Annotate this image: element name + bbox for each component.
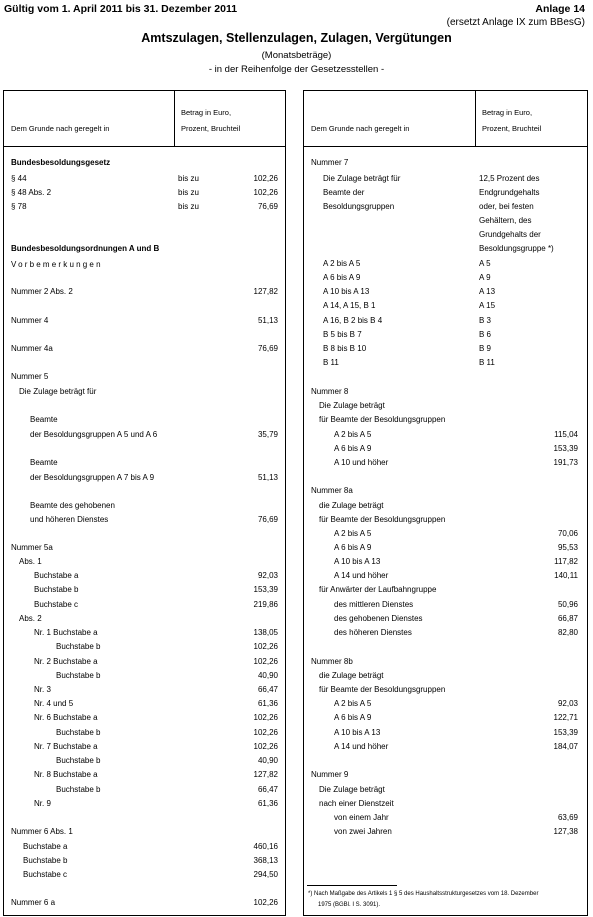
right-row-amount: 95,53 bbox=[557, 543, 578, 552]
right-row-label: Nummer 8a bbox=[311, 486, 353, 495]
left-row-label: § 78 bbox=[11, 202, 27, 211]
right-row-condition: B 3 bbox=[479, 316, 492, 325]
left-row-amount: 102,26 bbox=[253, 642, 278, 651]
left-row-amount: 76,69 bbox=[257, 344, 278, 353]
right-row-amount: 50,96 bbox=[557, 600, 578, 609]
left-row-label: Vorbemerkungen bbox=[11, 260, 103, 269]
left-row-amount: 66,47 bbox=[257, 785, 278, 794]
right-row-label: A 2 bis A 5 bbox=[323, 259, 361, 268]
right-row-label: die Zulage beträgt bbox=[319, 671, 384, 680]
right-row-label: des höheren Dienstes bbox=[334, 628, 412, 637]
right-row-condition: B 6 bbox=[479, 330, 492, 339]
left-row-qualifier: bis zu bbox=[178, 202, 199, 211]
left-row-label: Nr. 2 Buchstabe a bbox=[34, 657, 98, 666]
left-row-amount: 102,26 bbox=[253, 188, 278, 197]
left-row-amount: 219,86 bbox=[253, 600, 278, 609]
left-row-amount: 76,69 bbox=[257, 515, 278, 524]
left-header-divider bbox=[3, 146, 286, 147]
right-row-condition: oder, bei festen bbox=[479, 202, 534, 211]
left-row-label: Buchstabe b bbox=[56, 756, 101, 765]
left-row-amount: 102,26 bbox=[253, 657, 278, 666]
right-row-condition: B 9 bbox=[479, 344, 492, 353]
right-amount-header-line1: Betrag in Euro, bbox=[482, 108, 533, 117]
left-row-label: Buchstabe c bbox=[23, 870, 68, 879]
left-row-amount: 61,36 bbox=[257, 699, 278, 708]
left-row-amount: 51,13 bbox=[257, 473, 278, 482]
right-row-label: A 6 bis A 9 bbox=[334, 713, 372, 722]
right-row-label: Die Zulage beträgt bbox=[319, 401, 385, 410]
right-row-label: von einem Jahr bbox=[334, 813, 389, 822]
left-row-label: Nr. 9 bbox=[34, 799, 51, 808]
right-header-column-divider bbox=[475, 90, 476, 147]
left-row-label: Nummer 4 bbox=[11, 316, 49, 325]
right-row-amount: 122,71 bbox=[553, 713, 578, 722]
left-row-amount: 76,69 bbox=[257, 202, 278, 211]
left-row-amount: 40,90 bbox=[257, 671, 278, 680]
left-row-label: Nr. 8 Buchstabe a bbox=[34, 770, 98, 779]
right-row-condition: 12,5 Prozent des bbox=[479, 174, 540, 183]
left-row-label: Buchstabe b bbox=[56, 642, 101, 651]
left-row-label: Beamte bbox=[30, 415, 58, 424]
right-row-label: für Beamte der Besoldungsgruppen bbox=[319, 685, 446, 694]
left-row-amount: 138,05 bbox=[253, 628, 278, 637]
right-row-amount: 184,07 bbox=[553, 742, 578, 751]
right-row-amount: 153,39 bbox=[553, 444, 578, 453]
right-row-label: A 2 bis A 5 bbox=[334, 430, 372, 439]
left-row-label: Bundesbesoldungsordnungen A und B bbox=[11, 244, 160, 253]
right-row-amount: 153,39 bbox=[553, 728, 578, 737]
left-row-qualifier: bis zu bbox=[178, 188, 199, 197]
left-row-amount: 102,26 bbox=[253, 742, 278, 751]
left-row-amount: 102,26 bbox=[253, 898, 278, 907]
right-row-amount: 92,03 bbox=[557, 699, 578, 708]
page-title: Amtszulagen, Stellenzulagen, Zulagen, Vergütungen bbox=[141, 31, 452, 45]
left-row-amount: 40,90 bbox=[257, 756, 278, 765]
left-row-label: Buchstabe b bbox=[23, 856, 68, 865]
right-row-label: Nummer 8b bbox=[311, 657, 353, 666]
right-row-amount: 140,11 bbox=[554, 571, 578, 580]
left-row-label: Nr. 3 bbox=[34, 685, 51, 694]
left-row-label: Nummer 6 a bbox=[11, 898, 56, 907]
right-row-label: Nummer 8 bbox=[311, 387, 349, 396]
left-row-label: und höheren Dienstes bbox=[30, 515, 109, 524]
left-row-label: Buchstabe a bbox=[34, 571, 79, 580]
right-row-label: A 10 bis A 13 bbox=[334, 557, 381, 566]
left-row-label: Nummer 2 Abs. 2 bbox=[11, 287, 73, 296]
left-row-label: Beamte bbox=[30, 458, 58, 467]
left-row-label: Nummer 6 Abs. 1 bbox=[11, 827, 73, 836]
left-row-amount: 127,82 bbox=[253, 287, 278, 296]
replaces-note: (ersetzt Anlage IX zum BBesG) bbox=[446, 17, 585, 28]
right-row-label: A 14 und höher bbox=[334, 571, 389, 580]
right-row-amount: 117,82 bbox=[554, 557, 578, 566]
left-row-amount: 61,36 bbox=[257, 799, 278, 808]
right-row-condition: A 5 bbox=[479, 259, 491, 268]
left-row-label: Buchstabe b bbox=[56, 671, 101, 680]
right-row-label: nach einer Dienstzeit bbox=[319, 799, 394, 808]
left-row-label: Nr. 1 Buchstabe a bbox=[34, 628, 98, 637]
right-row-condition: A 13 bbox=[479, 287, 496, 296]
footnote-rule bbox=[307, 885, 397, 886]
left-row-label: § 44 bbox=[11, 174, 27, 183]
order-note: - in der Reihenfolge der Gesetzesstellen - bbox=[208, 64, 385, 75]
right-row-label: für Anwärter der Laufbahngruppe bbox=[319, 585, 437, 594]
left-row-label: Beamte des gehobenen bbox=[30, 501, 115, 510]
annex-number: Anlage 14 bbox=[535, 3, 585, 15]
right-amount-header-line2: Prozent, Bruchteil bbox=[482, 124, 542, 133]
right-row-label: Nummer 7 bbox=[311, 158, 349, 167]
right-row-amount: 191,73 bbox=[553, 458, 578, 467]
right-row-amount: 70,06 bbox=[557, 529, 578, 538]
left-row-amount: 35,79 bbox=[257, 430, 278, 439]
left-basis-header: Dem Grunde nach geregelt in bbox=[11, 124, 110, 133]
right-row-label: für Beamte der Besoldungsgruppen bbox=[319, 415, 446, 424]
left-row-amount: 102,26 bbox=[253, 713, 278, 722]
right-row-condition: B 11 bbox=[479, 358, 495, 367]
right-row-condition: A 9 bbox=[479, 273, 491, 282]
right-row-label: Die Zulage beträgt bbox=[319, 785, 385, 794]
right-row-label: des gehobenen Dienstes bbox=[334, 614, 423, 623]
left-row-amount: 92,03 bbox=[257, 571, 278, 580]
left-row-label: Nr. 7 Buchstabe a bbox=[34, 742, 98, 751]
left-row-label: Abs. 2 bbox=[19, 614, 42, 623]
right-row-label: Nummer 9 bbox=[311, 770, 349, 779]
left-row-amount: 153,39 bbox=[253, 585, 278, 594]
right-row-label: A 14, A 15, B 1 bbox=[323, 301, 376, 310]
left-row-label: Nummer 4a bbox=[11, 344, 53, 353]
right-row-label: A 6 bis A 9 bbox=[323, 273, 361, 282]
left-row-amount: 460,16 bbox=[253, 842, 278, 851]
right-row-label: A 10 bis A 13 bbox=[323, 287, 370, 296]
right-row-label: Besoldungsgruppen bbox=[323, 202, 395, 211]
right-row-label: Beamte der bbox=[323, 188, 365, 197]
left-row-label: der Besoldungsgruppen A 7 bis A 9 bbox=[30, 473, 155, 482]
right-row-amount: 63,69 bbox=[557, 813, 578, 822]
page-subtitle: (Monatsbeträge) bbox=[261, 50, 332, 61]
right-row-condition: Besoldungsgruppe *) bbox=[479, 244, 554, 253]
footnote-line2: 1975 (BGBl. I S. 3091). bbox=[318, 902, 381, 908]
right-row-label: Die Zulage beträgt für bbox=[323, 174, 401, 183]
right-row-label: A 2 bis A 5 bbox=[334, 529, 372, 538]
left-amount-header-line2: Prozent, Bruchteil bbox=[181, 124, 241, 133]
left-header-column-divider bbox=[174, 90, 175, 147]
left-row-label: Die Zulage beträgt für bbox=[19, 387, 97, 396]
left-row-qualifier: bis zu bbox=[178, 174, 199, 183]
right-row-amount: 115,04 bbox=[554, 430, 578, 439]
right-basis-header: Dem Grunde nach geregelt in bbox=[311, 124, 410, 133]
left-row-label: Bundesbesoldungsgesetz bbox=[11, 158, 111, 167]
right-row-label: A 6 bis A 9 bbox=[334, 543, 372, 552]
right-row-label: A 14 und höher bbox=[334, 742, 389, 751]
left-row-label: Nr. 6 Buchstabe a bbox=[34, 713, 98, 722]
right-row-label: B 11 bbox=[323, 358, 339, 367]
right-row-condition: Grundgehalts der bbox=[479, 230, 541, 239]
right-row-label: A 16, B 2 bis B 4 bbox=[323, 316, 383, 325]
left-row-label: Abs. 1 bbox=[19, 557, 42, 566]
right-row-label: für Beamte der Besoldungsgruppen bbox=[319, 515, 446, 524]
left-row-label: Buchstabe b bbox=[34, 585, 79, 594]
right-row-label: von zwei Jahren bbox=[334, 827, 392, 836]
right-row-label: die Zulage beträgt bbox=[319, 501, 384, 510]
right-row-label: A 6 bis A 9 bbox=[334, 444, 372, 453]
left-row-amount: 294,50 bbox=[253, 870, 278, 879]
left-amount-header-line1: Betrag in Euro, bbox=[181, 108, 232, 117]
footnote-line1: *) Nach Maßgabe des Artikels 1 § 5 des Haushaltsstrukturgesetzes vom 18. Dezember bbox=[308, 891, 539, 897]
right-row-amount: 127,38 bbox=[553, 827, 578, 836]
right-row-label: B 8 bis B 10 bbox=[323, 344, 367, 353]
left-row-amount: 102,26 bbox=[253, 174, 278, 183]
left-row-amount: 102,26 bbox=[253, 728, 278, 737]
left-row-amount: 66,47 bbox=[257, 685, 278, 694]
left-row-label: der Besoldungsgruppen A 5 und A 6 bbox=[30, 430, 158, 439]
left-row-label: Nummer 5 bbox=[11, 372, 49, 381]
right-row-amount: 66,87 bbox=[557, 614, 578, 623]
right-header-divider bbox=[303, 146, 588, 147]
right-row-amount: 82,80 bbox=[557, 628, 578, 637]
right-row-label: A 2 bis A 5 bbox=[334, 699, 372, 708]
right-row-condition: Endgrundgehalts bbox=[479, 188, 540, 197]
right-row-condition: Gehältern, des bbox=[479, 216, 532, 225]
right-row-label: A 10 und höher bbox=[334, 458, 389, 467]
left-row-label: Buchstabe b bbox=[56, 728, 101, 737]
left-row-amount: 368,13 bbox=[253, 856, 278, 865]
left-row-amount: 127,82 bbox=[253, 770, 278, 779]
left-row-label: Buchstabe c bbox=[34, 600, 79, 609]
left-row-label: Nummer 5a bbox=[11, 543, 53, 552]
left-row-label: § 48 Abs. 2 bbox=[11, 188, 52, 197]
left-row-label: Buchstabe b bbox=[56, 785, 101, 794]
right-row-label: A 10 bis A 13 bbox=[334, 728, 381, 737]
left-row-label: Buchstabe a bbox=[23, 842, 68, 851]
left-row-label: Nr. 4 und 5 bbox=[34, 699, 74, 708]
right-row-label: des mittleren Dienstes bbox=[334, 600, 414, 609]
left-row-amount: 51,13 bbox=[257, 316, 278, 325]
right-row-condition: A 15 bbox=[479, 301, 496, 310]
validity-period: Gültig vom 1. April 2011 bis 31. Dezember 2011 bbox=[4, 3, 238, 15]
right-row-label: B 5 bis B 7 bbox=[323, 330, 362, 339]
